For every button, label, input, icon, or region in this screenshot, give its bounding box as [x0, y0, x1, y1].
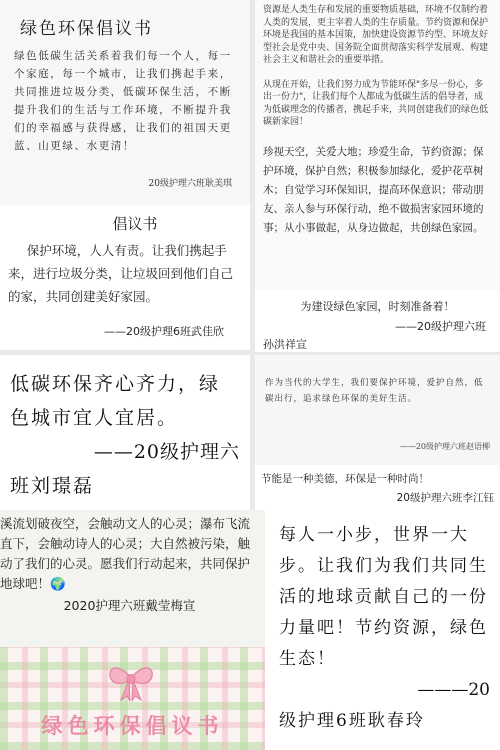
card-signature-name: 班刘璟磊	[10, 475, 95, 497]
card-signature-name: 孙洪祥宣	[263, 338, 307, 351]
card-signature-name: 级护理6班耿春玲	[279, 711, 425, 731]
card-paragraph-1: 资源是人类生存和发展的重要物质基础，环境不仅制约着人类的发展，更主宰着人类的生存质量。节约资源和保护环境是我国的基本国策，加快建设资源节约型、环境友好型社会是党中央、国务院全面贯彻落实科学发展观、构建社会主义和谐社会的重要举措。	[263, 5, 489, 65]
proposal-card-6	[255, 355, 500, 465]
proposal-card-5	[0, 355, 250, 510]
card-paragraph-2: 从现在开始，让我们努力成为节能环保"多尽一份心，多出一份力"，让我们每个人都成为低碳生活的倡导者，成为低碳理念的传播者，携起手来，共同创建我们的绿色低碳新家园！	[263, 79, 489, 127]
card-body: 绿色低碳生活关系着我们每一个人，每一个家庭，每一个城市，让我们携起手来，共同推进垃圾分类，低碳环保生活，不断提升我们的生活与工作环境，不断提升我们的幸福感与获得感，让我们的祖国天更蓝、山更绿、水更清！	[14, 50, 232, 152]
proposal-card-8	[0, 510, 265, 750]
card-body: 作为当代的大学生，我们要保护环境，爱护自然，低碳出行，追求绿色环保的美好生活。	[265, 378, 484, 404]
card-signature: 20级护理六班李江钰	[396, 492, 494, 504]
proposal-card-7	[255, 465, 500, 510]
proposal-card-4	[255, 290, 500, 352]
card-body: 每人一小步，世界一大步。让我们为我们共同生活的地球贡献自己的一份力量吧！节约资源，绿色生态！	[279, 525, 488, 669]
card-slogan: 为建设绿色家园，时刻准备着！	[300, 300, 455, 313]
card-signature: ——20级护理6班武佳欣	[104, 325, 224, 338]
card-body: 保护环境，人人有责。让我们携起手来，进行垃圾分类，让垃圾回到他们自己的家，共同创建美好家园。	[8, 243, 234, 304]
pink-bow-icon	[106, 660, 156, 702]
card-signature: ——20级护理六班	[395, 320, 486, 333]
proposal-card-3	[0, 205, 250, 350]
card-slogan: 节能是一种美德，环保是一种时尚！	[261, 473, 429, 485]
card-title: 倡议书	[112, 215, 158, 233]
card-title: 绿色环保倡议书	[20, 19, 153, 39]
proposal-card-9	[265, 510, 500, 750]
card-signature: 20级护理六班耿美琪	[148, 179, 232, 189]
card-body: 溪流划破夜空，会触动文人的心灵；瀑布飞流直下，会触动诗人的心灵；大自然被污染，触动了我们的心灵。愿我们行动起来，共同保护地球吧！🌍	[0, 516, 251, 591]
card-signature: 2020护理六班戴莹梅宣	[63, 598, 196, 613]
card-signature: ———20	[417, 680, 490, 700]
card-signature: ——20级护理六	[93, 441, 240, 463]
card-body: 低碳环保齐心齐力，绿色城市宜人宜居。	[10, 373, 221, 429]
proposal-card-2	[255, 0, 500, 290]
footer-title: 绿色环保倡议书	[41, 714, 224, 738]
card-paragraph-3: 珍视天空，关爱大地；珍爱生命，节约资源；保护环境，保护自然；积极参加绿化，爱护花草树木；自觉学习环保知识，提高环保意识；带动朋友、亲人参与环保行动，绝不做损害家园环境的事；从小事做起，从身边做起，共创绿色家园。	[263, 145, 484, 234]
proposal-card-1	[0, 0, 250, 205]
card-signature: ——20级护理六班赵语柳	[399, 442, 490, 451]
